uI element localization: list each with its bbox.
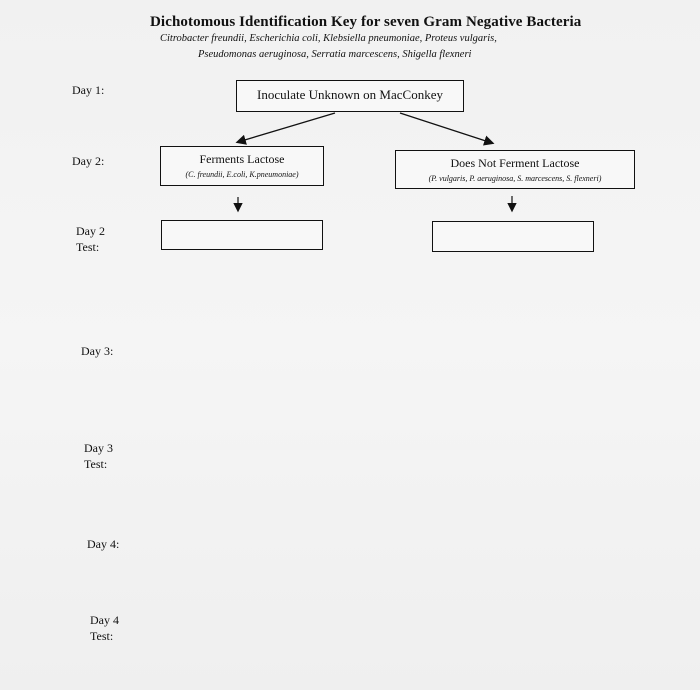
day-2-label: Day 2: — [72, 154, 105, 168]
day-3-label: Day 3: — [81, 344, 114, 358]
day-3-test-line-1: Day 3 — [84, 441, 113, 455]
day-1-label: Day 1: — [72, 83, 105, 97]
ferments-lactose-box — [160, 146, 324, 186]
inoculate-text: Inoculate Unknown on MacConkey — [257, 87, 443, 102]
species-list-line-1: Citrobacter freundii, Escherichia coli, Klebsiella pneumoniae, Proteus vulgaris, — [160, 33, 497, 44]
species-list-line-2: Pseudomonas aeruginosa, Serratia marcescens, Shigella flexneri — [198, 49, 472, 60]
day-4-test-line-1: Day 4 — [90, 613, 119, 627]
blank-box-right[interactable] — [432, 221, 594, 252]
day-2-test-line-2: Test: — [76, 240, 100, 254]
day-2-test-line-1: Day 2 — [76, 224, 105, 238]
day-3-test-line-2: Test: — [84, 457, 108, 471]
arrow-to-ferments — [238, 113, 335, 142]
day-4-test-line-2: Test: — [90, 629, 114, 643]
inoculate-box — [236, 80, 464, 112]
not-ferment-lactose-text: Does Not Ferment Lactose — [450, 156, 580, 170]
not-ferment-lactose-species: (P. vulgaris, P. aeruginosa, S. marcescens, S. flexneri) — [428, 174, 602, 183]
page-title: Dichotomous Identification Key for seven Gram Negative Bacteria — [150, 14, 582, 30]
ferments-lactose-text: Ferments Lactose — [199, 152, 285, 166]
not-ferment-lactose-box — [395, 150, 635, 189]
day-4-label: Day 4: — [87, 537, 120, 551]
arrow-to-not-ferment — [400, 113, 492, 143]
ferments-lactose-species: (C. freundii, E.coli, K.pneumoniae) — [185, 170, 299, 179]
blank-box-left[interactable] — [161, 220, 323, 250]
